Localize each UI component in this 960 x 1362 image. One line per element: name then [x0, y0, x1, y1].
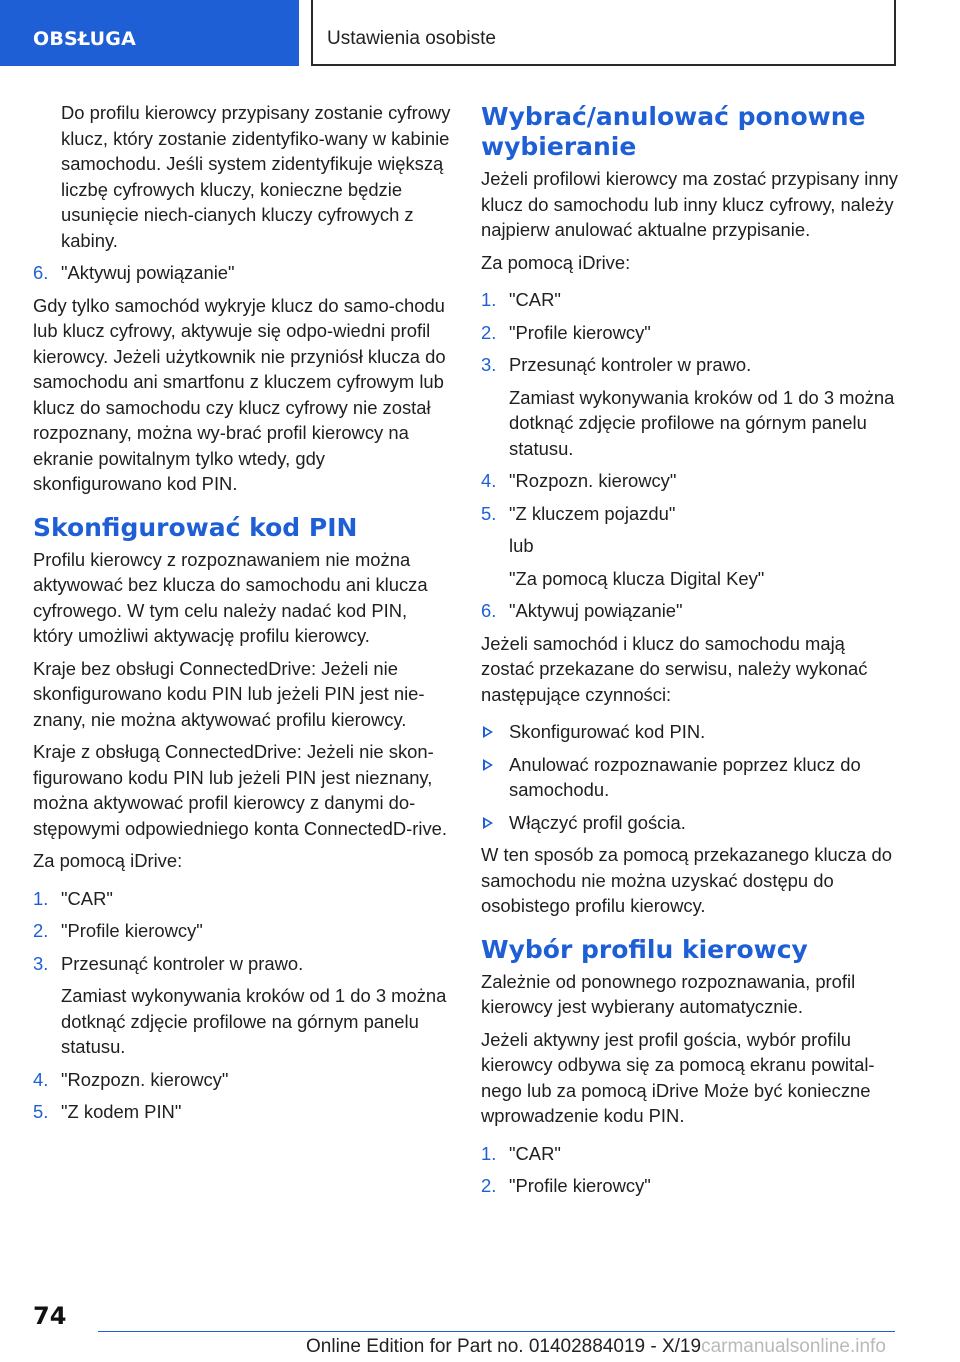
- step-number: 2.: [33, 920, 49, 941]
- list-item: [33, 1099, 451, 1125]
- step-text: "Profile kierowcy": [509, 1175, 651, 1196]
- bullet-item: [481, 719, 899, 745]
- edition-text: Online Edition for Part no. 01402884019 - X/19: [306, 1336, 702, 1357]
- step-or: lub: [509, 535, 534, 556]
- triangle-bullet-icon: [483, 817, 493, 829]
- list-item: [33, 918, 451, 944]
- section-heading-reselect: Wybrać/anulować ponowne wybieranie: [481, 102, 866, 161]
- paragraph: Kraje bez obsługi ConnectedDrive: Jeżeli nie skonfigurowano kodu PIN lub jeżeli PIN jest nie-znany, nie można aktywować profilu kierowcy.: [33, 657, 425, 730]
- step-text: "Profile kierowcy": [61, 920, 203, 941]
- watermark-text: carmanualsonline.info: [701, 1336, 886, 1357]
- paragraph: Zależnie od ponownego rozpoznawania, profil kierowcy jest wybierany automatycznie.: [481, 970, 856, 1017]
- section-title: OBSŁUGA: [33, 28, 136, 50]
- step-number: 5.: [481, 502, 497, 524]
- list-item: [481, 1173, 899, 1199]
- paragraph: Jeżeli profilowi kierowcy ma zostać przypisany inny klucz do samochodu lub inny klucz cyfrowy, należy najpierw anulować aktualne przypisanie.: [481, 168, 899, 240]
- list-item: [33, 951, 451, 977]
- step-number: 1.: [33, 887, 49, 909]
- triangle-bullet-icon: [483, 759, 493, 771]
- triangle-bullet-icon: [483, 726, 493, 738]
- list-item: [33, 1067, 451, 1093]
- bullet-text: Włączyć profil gościa.: [509, 811, 686, 833]
- step-alt: "Za pomocą klucza Digital Key": [509, 567, 765, 589]
- footer-edition: [306, 1336, 886, 1358]
- continued-paragraph: Do profilu kierowcy przypisany zostanie cyfrowy klucz, który zostanie zidentyfiko-wany w kabinie samochodu. Jeśli system zidentyfikuje większą liczbę cyfrowych kluczy, konieczne będzie usunięcie niech-cianych kluczy cyfrowych z kabiny.: [61, 102, 451, 251]
- step-number: 3.: [33, 952, 49, 974]
- step-text: "Aktywuj powiązanie": [509, 600, 683, 621]
- step-number: 6.: [481, 600, 497, 621]
- step-note: Zamiast wykonywania kroków od 1 do 3 można dotknąć zdjęcie profilowe na górnym panelu statusu.: [61, 985, 447, 1057]
- page-number: 74: [33, 1302, 67, 1330]
- step-text: "Profile kierowcy": [509, 321, 651, 343]
- bullet-item: [481, 810, 899, 836]
- step-text: "Rozpozn. kierowcy": [61, 1068, 229, 1090]
- section-heading-profile-select: Wybór profilu kierowcy: [481, 934, 808, 964]
- right-column: [481, 100, 899, 1206]
- list-item: [33, 886, 451, 912]
- step-number: 3.: [481, 354, 497, 375]
- step-number: 6.: [33, 262, 49, 283]
- step-text: Przesunąć kontroler w prawo.: [509, 354, 752, 375]
- left-column: [33, 100, 451, 1132]
- step-number: 1.: [481, 1142, 497, 1164]
- paragraph: Za pomocą iDrive:: [481, 251, 631, 273]
- footer-divider: [98, 1331, 895, 1332]
- bullet-item: [481, 752, 899, 803]
- paragraph: Kraje z obsługą ConnectedDrive: Jeżeli nie skon-figurowano kodu PIN lub jeżeli PIN jest nieznany, można aktywować profil kierowcy z danymi do-stępowymi odpowiedniego konta ConnectedD-rive.: [33, 741, 448, 839]
- paragraph: Za pomocą iDrive:: [33, 850, 183, 871]
- paragraph: Jeżeli samochód i klucz do samochodu mają zostać przekazane do serwisu, należy wykonać następujące czynności:: [481, 632, 868, 705]
- step-text: Przesunąć kontroler w prawo.: [61, 952, 304, 974]
- step-text: "Aktywuj powiązanie": [61, 262, 235, 283]
- paragraph: Profilu kierowcy z rozpoznawaniem nie można aktywować bez klucza do samochodu ani klucza cyfrowego. W tym celu należy nadać kod PIN, który umożliwi aktywację profilu kierowcy.: [33, 548, 428, 646]
- step-number: 4.: [481, 470, 497, 491]
- step-number: 1.: [481, 289, 497, 310]
- list-item: [33, 260, 451, 286]
- bullet-text: Anulować rozpoznawanie poprzez klucz do samochodu.: [509, 753, 861, 800]
- step-number: 4.: [33, 1068, 49, 1090]
- chapter-title: Ustawienia osobiste: [327, 28, 496, 49]
- list-item: [481, 287, 899, 313]
- list-item: [481, 598, 899, 624]
- step-number: 5.: [33, 1101, 49, 1122]
- section-tab: [0, 0, 299, 66]
- step-text: "Z kluczem pojazdu": [509, 502, 676, 524]
- list-item: [481, 352, 899, 378]
- list-item: [481, 468, 899, 494]
- step-text: "CAR": [509, 1142, 561, 1164]
- chapter-header: [311, 0, 896, 66]
- step-text: "CAR": [509, 289, 561, 310]
- step-text: "CAR": [61, 887, 113, 909]
- list-item: [481, 1141, 899, 1167]
- step-number: 2.: [481, 321, 497, 343]
- list-item: [481, 501, 899, 527]
- list-item: [481, 320, 899, 346]
- bullet-text: Skonfigurować kod PIN.: [509, 721, 706, 742]
- paragraph: Jeżeli aktywny jest profil gościa, wybór profilu kierowcy odbywa się za pomocą ekranu powital-nego lub za pomocą iDrive Może być konieczne wprowadzenie kodu PIN.: [481, 1028, 875, 1126]
- step-text: "Rozpozn. kierowcy": [509, 470, 677, 491]
- paragraph: Gdy tylko samochód wykryje klucz do samo-chodu lub klucz cyfrowy, aktywuje się odpo-wiedni profil kierowcy. Jeżeli użytkownik nie przyniósł klucza do samochodu ani smartfonu z kluczem cyfrowym lub klucz do samochodu czy klucz cyfrowy nie został rozpoznany, można wy-brać profil kierowcy na ekranie powitalnym tylko wtedy, gdy skonfigurowano kod PIN.: [33, 294, 446, 494]
- paragraph: W ten sposób za pomocą przekazanego klucza do samochodu nie można uzyskać dostępu do osobistego profilu kierowcy.: [481, 844, 892, 916]
- step-text: "Z kodem PIN": [61, 1101, 182, 1122]
- step-number: 2.: [481, 1175, 497, 1196]
- section-heading-pin: Skonfigurować kod PIN: [33, 512, 358, 542]
- step-note: Zamiast wykonywania kroków od 1 do 3 można dotknąć zdjęcie profilowe na górnym panelu statusu.: [509, 386, 895, 459]
